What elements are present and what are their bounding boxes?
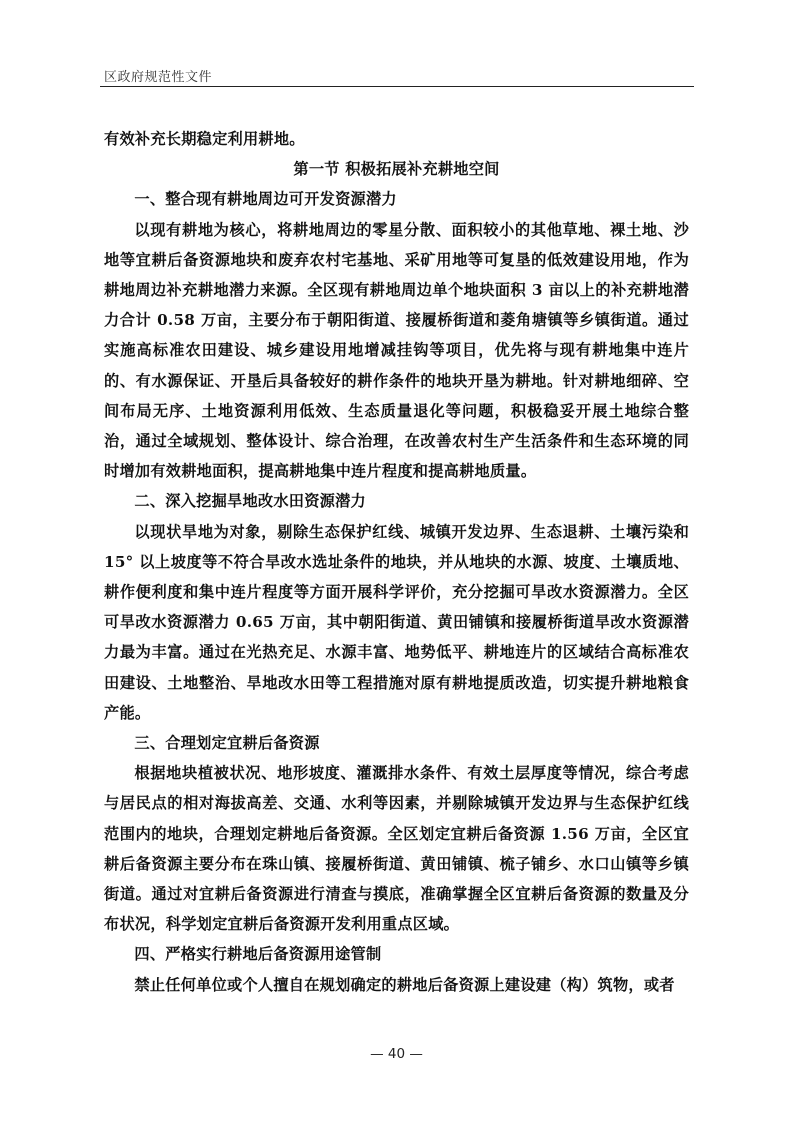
paragraph-2: 以现状旱地为对象，剔除生态保护红线、城镇开发边界、生态退耕、土壤污染和 15° 以上坡度等不符合旱改水选址条件的地块，并从地块的水源、坡度、土壤质地、耕作便利度和集中连片程度等方面开展科学评价，充分挖掘可旱改水资源潜力。全区可旱改水资源潜力 0.65 万亩，其中朝阳街道、黄田铺镇和接履桥街道旱改水资源潜力最为丰富。通过在光热充足、水源丰富、地势低平、耕地连片的区域结合高标准农田建设、土地整治、旱地改水田等工程措施对原有耕地提质改造，切实提升耕地粮食产能。 [104, 522, 689, 722]
header-divider [100, 86, 694, 87]
subsection-heading-2: 二、深入挖掘旱地改水田资源潜力 [134, 492, 366, 511]
running-header: 区政府规范性文件 [104, 70, 213, 85]
subsection-heading-1: 一、整合现有耕地周边可开发资源潜力 [134, 190, 397, 209]
paragraph-4: 禁止任何单位或个人擅自在规划确定的耕地后备资源上建设建（构）筑物，或者 [134, 975, 675, 994]
paragraph-1: 以现有耕地为核心，将耕地周边的零星分散、面积较小的其他草地、裸土地、沙地等宜耕后备资源地块和废弃农村宅基地、采矿用地等可复垦的低效建设用地，作为耕地周边补充耕地潜力来源。全区现有耕地周边单个地块面积 3 亩以上的补充耕地潜力合计 0.58 万亩，主要分布于朝阳街道、接履桥街道和菱角塘镇等乡镇街道。通过实施高标准农田建设、城乡建设用地增减挂钩等项目，优先将与现有耕地集中连片的、有水源保证、开垦后具备较好的耕作条件的地块开垦为耕地。针对耕地细碎、空间布局无序、土地资源利用低效、生态质量退化等问题，积极稳妥开展土地综合整治，通过全域规划、整体设计、综合治理，在改善农村生产生活条件和生态环境的同时增加有效耕地面积，提高耕地集中连片程度和提高耕地质量。 [104, 220, 689, 481]
subsection-heading-3: 三、合理划定宜耕后备资源 [134, 734, 320, 753]
section-title: 第一节 积极拓展补充耕地空间 [293, 160, 500, 179]
subsection-heading-4: 四、严格实行耕地后备资源用途管制 [134, 945, 382, 964]
paragraph-3: 根据地块植被状况、地形坡度、灌溉排水条件、有效土层厚度等情况，综合考虑与居民点的相对海拔高差、交通、水利等因素，并剔除城镇开发边界与生态保护红线范围内的地块，合理划定耕地后备资源。全区划定宜耕后备资源 1.56 万亩，全区宜耕后备资源主要分布在珠山镇、接履桥街道、黄田铺镇、梳子铺乡、水口山镇等乡镇街道。通过对宜耕后备资源进行清查与摸底，准确掌握全区宜耕后备资源的数量及分布状况，科学划定宜耕后备资源开发利用重点区域。 [104, 764, 689, 934]
document-body [104, 124, 689, 1000]
continued-paragraph: 有效补充长期稳定利用耕地。 [104, 130, 305, 148]
page-number: — 40 — [370, 1046, 423, 1062]
